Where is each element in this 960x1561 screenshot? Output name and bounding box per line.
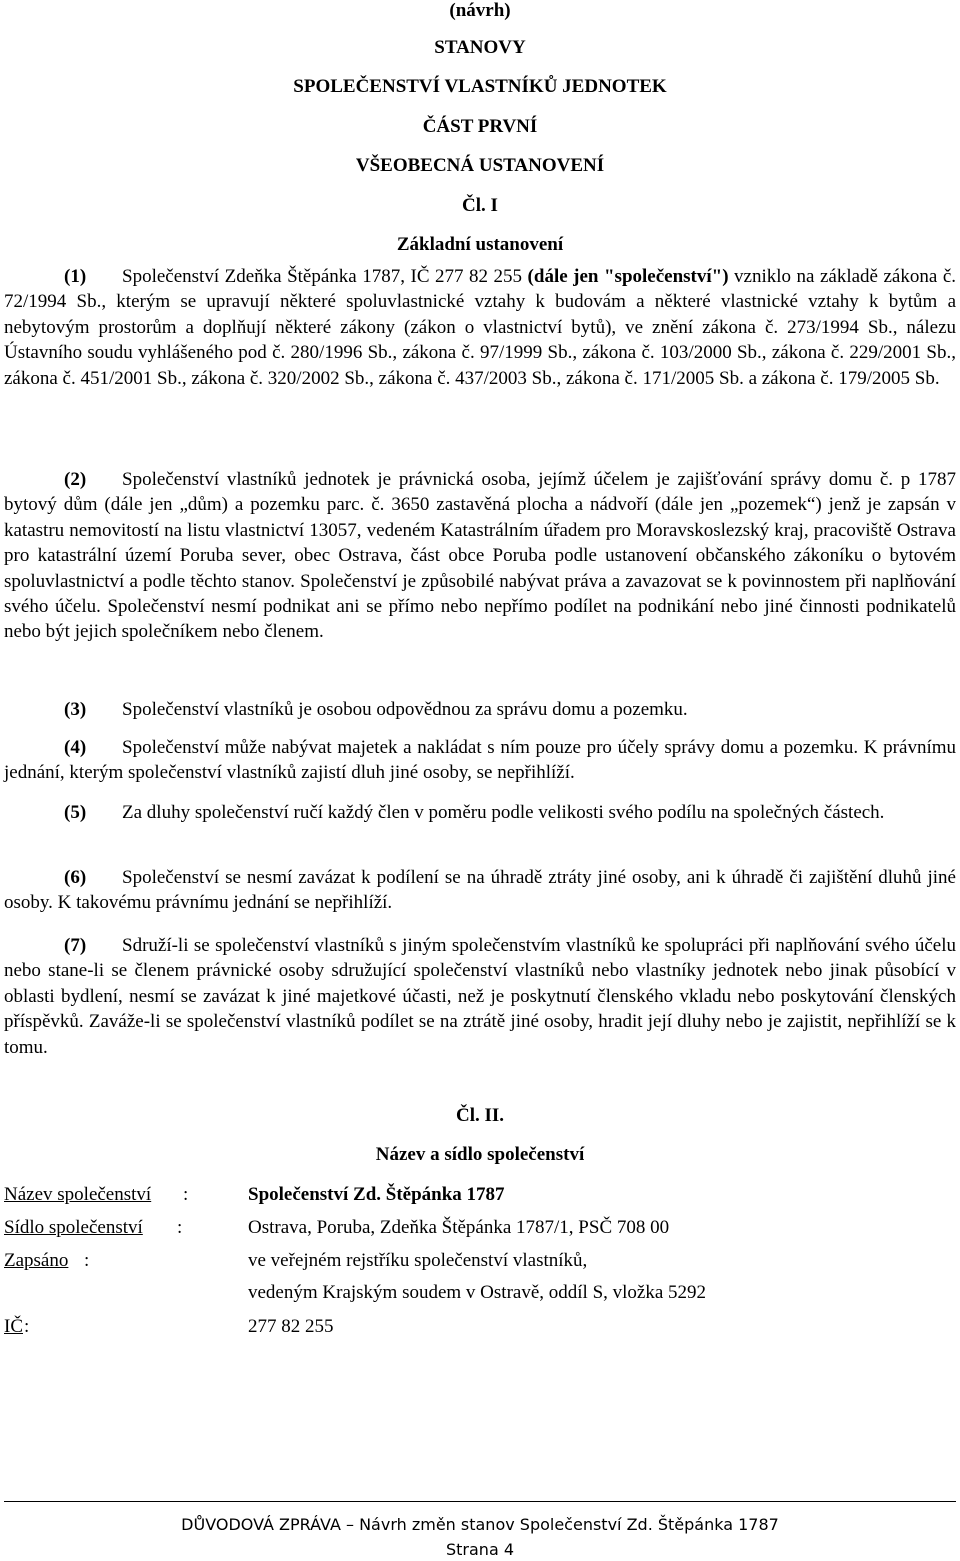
info-value-ic: 277 82 255 [248, 1316, 334, 1337]
footer-divider [4, 1501, 956, 1502]
part-heading: ČÁST PRVNÍ [422, 116, 538, 137]
part-title: VŠEOBECNÁ USTANOVENÍ [355, 155, 605, 176]
paragraph-4-text: Společenství může nabývat majetek a nakládat s ním pouze pro účely správy domu a pozemku. K právnímu jednání, kterým společenství vlastníků zajistí dluh jiné osoby, se nepřihlíží. [4, 737, 956, 784]
info-row-ic [4, 1316, 956, 1342]
paragraph-1-text-start: Společenství Zdeňka Štěpánka 1787, IČ 277 82 255 [122, 266, 528, 287]
paragraph-2 [4, 467, 956, 645]
paragraph-6-text: Společenství se nesmí zavázat k podílení se na úhradě ztráty jiné osoby, ani k úhradě či zajištění dluhů jiné osoby. K takovému právnímu jednání se nepřihlíží. [4, 867, 956, 914]
article-2-label: Čl. II. [455, 1105, 505, 1126]
info-colon: : [84, 1250, 90, 1271]
info-colon: : [177, 1217, 183, 1238]
document-subtitle: SPOLEČENSTVÍ VLASTNÍKŮ JEDNOTEK [293, 76, 667, 97]
paragraph-2-number: (2) [64, 469, 87, 490]
info-label-seat: Sídlo společenství [4, 1217, 143, 1238]
paragraph-2-text: Společenství vlastníků jednotek je právnická osoba, jejímž účelem je zajišťování správy domu č. p 1787 bytový dům (dále jen „dům) a pozemku parc. č. 3650 zastavěná plocha a nádvoří (dále jen „pozemek“) jenž je zapsán v katastru nemovitostí na listu vlastnictví 13057, vedeném Katastrálním úřadem pro Moravskoslezský kraj, pracoviště Ostrava pro katastrální území Poruba sever, obec Ostrava, část obce Poruba podle ustanovení občanského zákoníku o bytovém spoluvlastnictví a podle těchto stanov. Společenství je způsobilé nabývat práva a zavazovat se k povinnostem při naplňování svého účelu. Společenství nesmí podnikat ani se přímo nebo nepřímo podílet na podnikání nebo jiné činnosti podnikatelů nebo být jejich společníkem nebo členem. [4, 469, 956, 643]
paragraph-1-definition: (dále jen "společenství") [527, 266, 729, 287]
paragraph-3-text: Společenství vlastníků je osobou odpovědnou za správu domu a pozemku. [122, 699, 688, 720]
paragraph-5 [4, 800, 956, 825]
info-row-seat [4, 1217, 956, 1243]
info-colon: : [24, 1316, 30, 1337]
paragraph-7 [4, 933, 956, 1060]
paragraph-7-number: (7) [64, 935, 87, 956]
paragraph-5-text: Za dluhy společenství ručí každý člen v poměru podle velikosti svého podílu na společných částech. [122, 802, 885, 823]
paragraph-1 [4, 264, 956, 391]
info-label-registered: Zapsáno [4, 1250, 69, 1271]
info-row-name [4, 1184, 956, 1210]
info-label-name: Název společenství [4, 1184, 152, 1205]
paragraph-7-text: Sdruží-li se společenství vlastníků s jiným společenstvím vlastníků ke spolupráci při naplňování svého účelu nebo stane-li se členem právnické osoby sdružující společenství vlastníků nebo vlastníky jednotek nebo jinak působící v oblasti bydlení, nesmí se zavázat k jiné majetkové účasti, než je poskytnutí členského vkladu nebo poskytování členských příspěvků. Zaváže-li se společenství vlastníků podílet se na ztrátě jiné osoby, hradit její dluhy nebo je zajistit, nepřihlíží se k tomu. [4, 935, 956, 1058]
page-number: Strana 4 [445, 1540, 515, 1559]
article-1-title: Základní ustanovení [396, 234, 564, 255]
paragraph-6-number: (6) [64, 867, 87, 888]
info-value-seat: Ostrava, Poruba, Zdeňka Štěpánka 1787/1, PSČ 708 00 [248, 1217, 670, 1238]
article-1-label: Čl. I [462, 195, 498, 216]
article-2-title: Název a sídlo společenství [375, 1144, 585, 1165]
info-row-registered-2 [4, 1282, 956, 1308]
paragraph-1-number: (1) [64, 266, 87, 287]
paragraph-1-text-end: vzniklo na základě zákona č. 72/1994 Sb., kterým se upravují některé spoluvlastnické vztahy k budovám a některé vlastnické vztahy k bytům a nebytovým prostorům a doplňují některé zákony (zákon o vlastnictví bytů), ve znění zákona č. 273/1994 Sb., nálezu Ústavního soudu vyhlášeného pod č. 280/1996 Sb., zákona č. 97/1999 Sb., zákona č. 103/2000 Sb., zákona č. 229/2001 Sb., zákona č. 451/2001 Sb., zákona č. 320/2002 Sb., zákona č. 437/2003 Sb., zákona č. 171/2005 Sb. a zákona č. 179/2005 Sb. [4, 266, 956, 389]
document-title: STANOVY [434, 37, 526, 58]
info-row-registered [4, 1250, 956, 1276]
paragraph-5-number: (5) [64, 802, 87, 823]
draft-label: (návrh) [449, 0, 511, 21]
paragraph-4 [4, 735, 956, 786]
info-value-name: Společenství Zd. Štěpánka 1787 [248, 1184, 505, 1205]
info-label-ic: IČ [4, 1316, 23, 1337]
paragraph-3 [4, 697, 956, 722]
paragraph-4-number: (4) [64, 737, 87, 758]
info-value-registered-2: vedeným Krajským soudem v Ostravě, oddíl S, vložka 5292 [248, 1282, 707, 1303]
info-value-registered-1: ve veřejném rejstříku společenství vlastníků, [248, 1250, 588, 1271]
info-colon: : [183, 1184, 189, 1205]
footer-title: DŮVODOVÁ ZPRÁVA – Návrh změn stanov Společenství Zd. Štěpánka 1787 [181, 1515, 779, 1534]
paragraph-3-number: (3) [64, 699, 87, 720]
paragraph-6 [4, 865, 956, 916]
